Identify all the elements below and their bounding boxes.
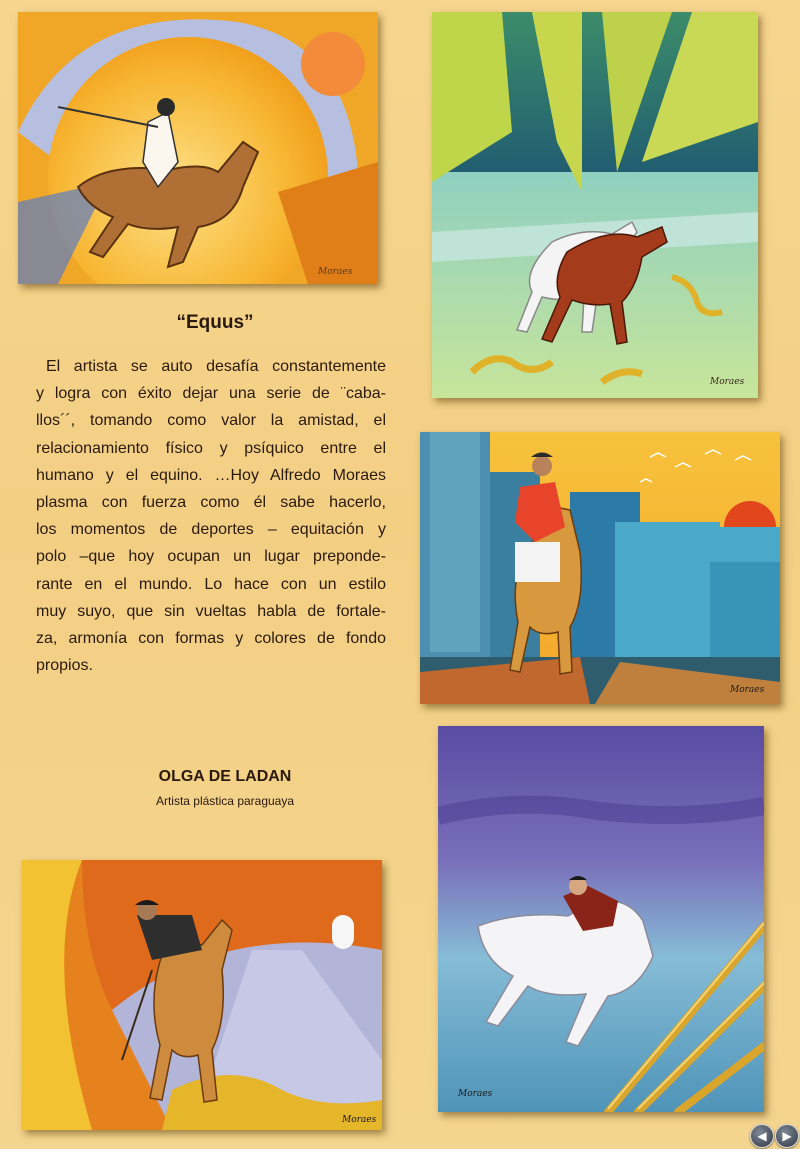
body-line: y logra con éxito dejar una serie de ¨caba- <box>36 385 386 403</box>
next-page-button[interactable] <box>775 1124 799 1148</box>
arrow-left-icon: ◀ <box>757 1129 767 1143</box>
body-line: rante en el mundo. Lo hace con un estilo <box>36 575 386 593</box>
author-role: Artista plástica paraguaya <box>155 794 295 808</box>
body-line: propios. <box>36 657 93 675</box>
body-line: humano y el equino. …Hoy Alfredo Moraes <box>36 466 386 484</box>
svg-text:Moraes: Moraes <box>710 377 745 387</box>
painting-galloping-horses-art <box>432 12 758 398</box>
author-name: OLGA DE LADAN <box>158 768 292 785</box>
body-line: llos´´, tomando como valor la amistad, el <box>36 412 386 430</box>
svg-text:Moraes: Moraes <box>458 1089 493 1099</box>
painting-show-jumper <box>438 726 764 1112</box>
painting-show-jumper-art <box>438 726 764 1112</box>
body-line: muy suyo, que sin vueltas habla de fortale- <box>36 602 386 620</box>
body-line: polo –que hoy ocupan un lugar preponde- <box>36 548 386 566</box>
svg-text:Moraes: Moraes <box>318 267 353 277</box>
painting-polo-orange <box>22 860 382 1130</box>
painting-polo-city-art <box>420 432 780 704</box>
painting-galloping-horses <box>432 12 758 398</box>
painting-polo-sun <box>18 12 378 284</box>
body-line: relacionamiento físico y psíquico entre el <box>36 439 386 457</box>
svg-text:Moraes: Moraes <box>342 1115 377 1125</box>
arrow-right-icon: ▶ <box>782 1129 792 1143</box>
svg-text:Moraes: Moraes <box>730 685 765 695</box>
body-line: plasma con fuerza como él sabe hacerlo, <box>36 494 386 512</box>
painting-polo-orange-art <box>22 860 382 1130</box>
painting-polo-sun-art <box>18 12 378 284</box>
body-line: El artista se auto desafía constantemente <box>46 358 386 375</box>
body-line: los momentos de deportes – equitación y <box>36 521 386 539</box>
article-body <box>36 353 386 679</box>
painting-polo-city <box>420 432 780 704</box>
article-title: “Equus” <box>176 312 254 333</box>
body-line: za, armonía con formas y colores de fondo <box>36 630 386 648</box>
previous-page-button[interactable] <box>750 1124 774 1148</box>
